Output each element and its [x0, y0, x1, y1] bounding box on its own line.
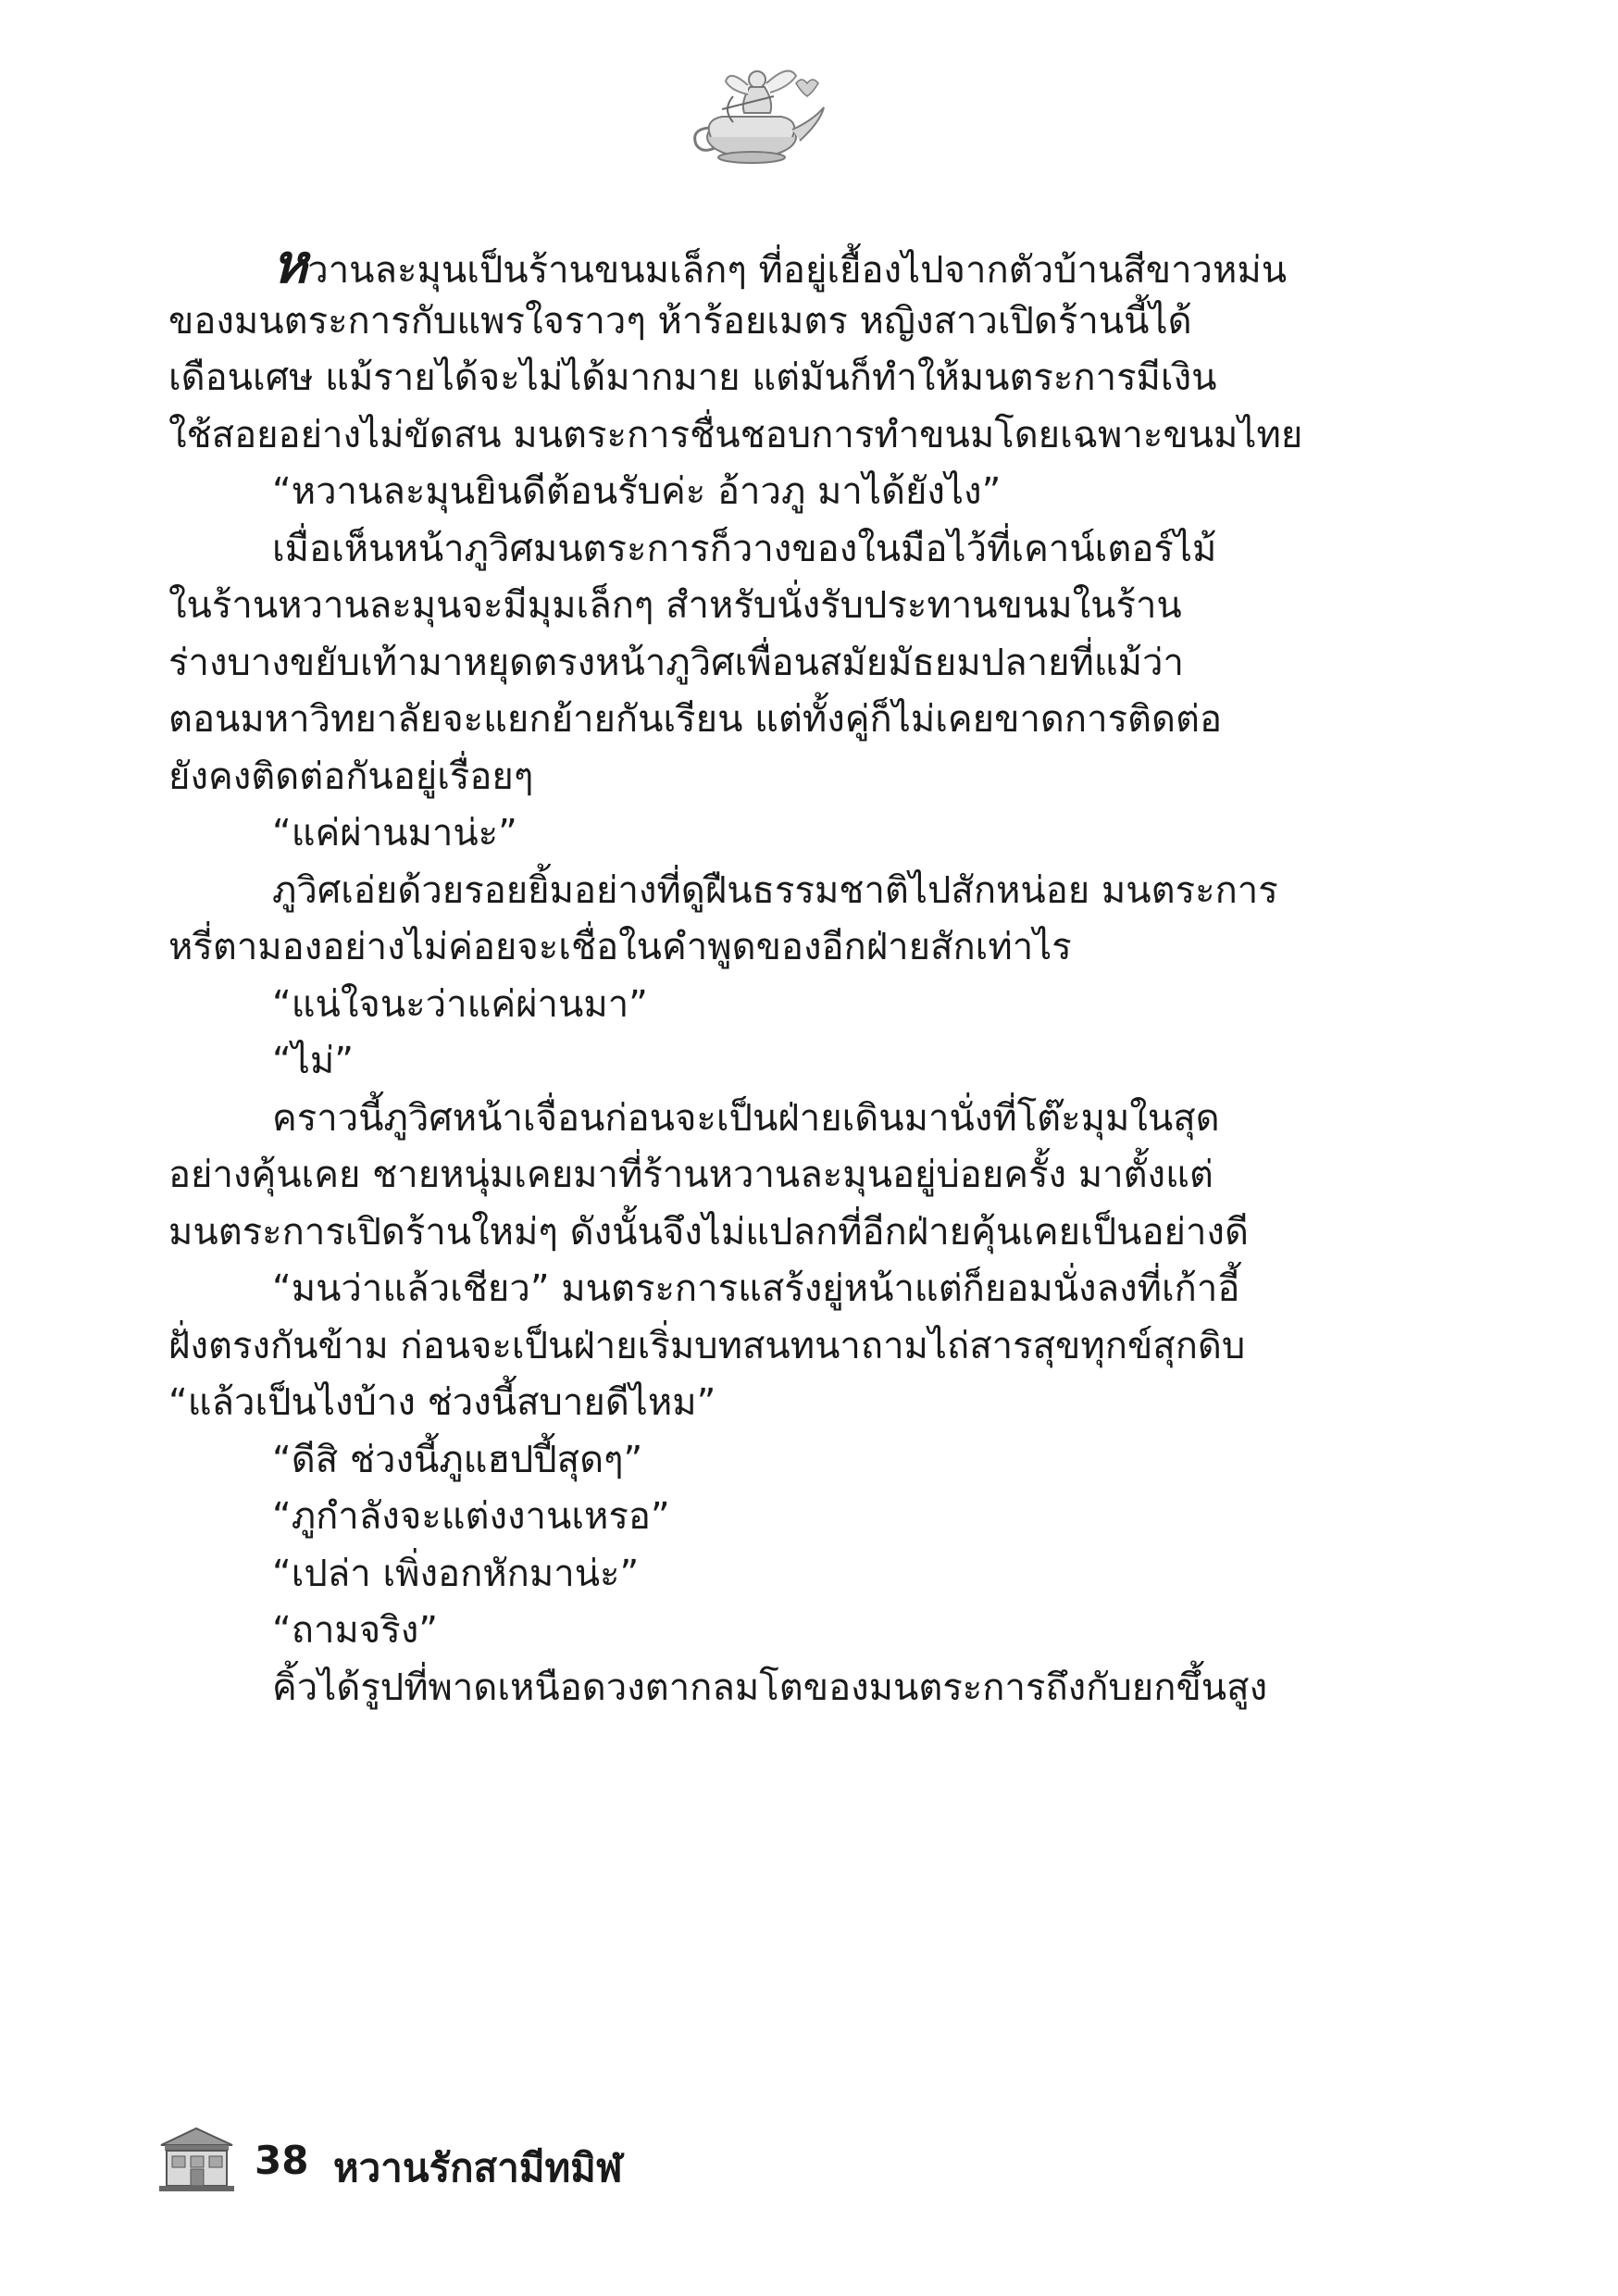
text-line: ในร้านหวานละมุนจะมีมุมเล็กๆ สำหรับนั่งรับประทานขนมในร้าน	[168, 584, 1182, 627]
text-line: คราวนี้ภูวิศหน้าเจื่อนก่อนจะเป็นฝ่ายเดินมานั่งที่โต๊ะมุมในสุด	[272, 1096, 1220, 1140]
text-line: ภูวิศเอ่ยด้วยรอยยิ้มอย่างที่ดูฝืนธรรมชาติไปสักหน่อย มนตระการ	[272, 868, 1278, 912]
page-footer	[157, 2125, 805, 2199]
house-icon	[157, 2125, 236, 2194]
teapot-cupid-ornament-icon	[685, 56, 833, 176]
text-line: หรี่ตามองอย่างไม่ค่อยจะเชื่อในคำพูดของอีกฝ่ายสักเท่าไร	[168, 926, 1072, 968]
text-line: “ไม่”	[272, 1040, 354, 1082]
drop-cap: ห	[272, 236, 308, 293]
text-line: ฝั่งตรงกันข้าม ก่อนจะเป็นฝ่ายเริ่มบทสนทนาถามไถ่สารสุขทุกข์สุกดิบ	[168, 1324, 1246, 1367]
text-line: ตอนมหาวิทยาลัยจะแยกย้ายกันเรียน แต่ทั้งคู่ก็ไม่เคยขาดการติดต่อ	[168, 698, 1223, 741]
text-line: “แน่ใจนะว่าแค่ผ่านมา”	[272, 982, 648, 1026]
text-line: ของมนตระการกับแพรใจราวๆ ห้าร้อยเมตร หญิงสาวเปิดร้านนี้ได้	[168, 299, 1192, 343]
text-line: เมื่อเห็นหน้าภูวิศมนตระการก็วางของในมือไว้ที่เคาน์เตอร์ไม้	[272, 527, 1217, 570]
text-line: ใช้สอยอย่างไม่ขัดสน มนตระการชื่นชอบการทำขนมโดยเฉพาะขนมไทย	[168, 413, 1303, 456]
page-number: 38	[255, 2138, 309, 2183]
text-line	[168, 236, 1363, 293]
text-line: ยังคงติดต่อกันอยู่เรื่อยๆ	[168, 755, 534, 798]
text-line: เดือนเศษ แม้รายได้จะไม่ได้มากมาย แต่มันก็ทำให้มนตระการมีเงิน	[168, 356, 1217, 399]
text-line: “ถามจริง”	[272, 1609, 438, 1652]
text-line: “ภูกำลังจะแต่งงานเหรอ”	[272, 1495, 670, 1538]
text-line: อย่างคุ้นเคย ชายหนุ่มเคยมาที่ร้านหวานละมุนอยู่บ่อยครั้ง มาตั้งแต่	[168, 1154, 1214, 1196]
chapter-text	[168, 236, 1363, 1716]
text-line: “ดีสิ ช่วงนี้ภูแฮปปี้สุดๆ”	[272, 1438, 643, 1481]
text-line-content: วานละมุนเป็นร้านขนมเล็กๆ ที่อยู่เยื้องไปจากตัวบ้านสีขาวหม่น	[307, 249, 1288, 292]
text-line: มนตระการเปิดร้านใหม่ๆ ดังนั้นจึงไม่แปลกที่อีกฝ่ายคุ้นเคยเป็นอย่างดี	[168, 1210, 1249, 1254]
text-line: คิ้วได้รูปที่พาดเหนือดวงตากลมโตของมนตระการถึงกับยกขึ้นสูง	[272, 1666, 1268, 1709]
book-title: หวานรักสามีทมิฬ	[333, 2145, 623, 2190]
text-line: “หวานละมุนยินดีต้อนรับค่ะ อ้าวภู มาได้ยังไง”	[272, 470, 1002, 513]
text-line: ร่างบางขยับเท้ามาหยุดตรงหน้าภูวิศเพื่อนสมัยมัธยมปลายที่แม้ว่า	[168, 641, 1184, 684]
text-line: “แล้วเป็นไงบ้าง ช่วงนี้สบายดีไหม”	[168, 1381, 716, 1424]
text-line: “แค่ผ่านมาน่ะ”	[272, 812, 517, 855]
text-line: “มนว่าแล้วเชียว” มนตระการแสร้งยู่หน้าแต่ก็ยอมนั่งลงที่เก้าอี้	[272, 1267, 1240, 1310]
text-line: “เปล่า เพิ่งอกหักมาน่ะ”	[272, 1552, 640, 1595]
